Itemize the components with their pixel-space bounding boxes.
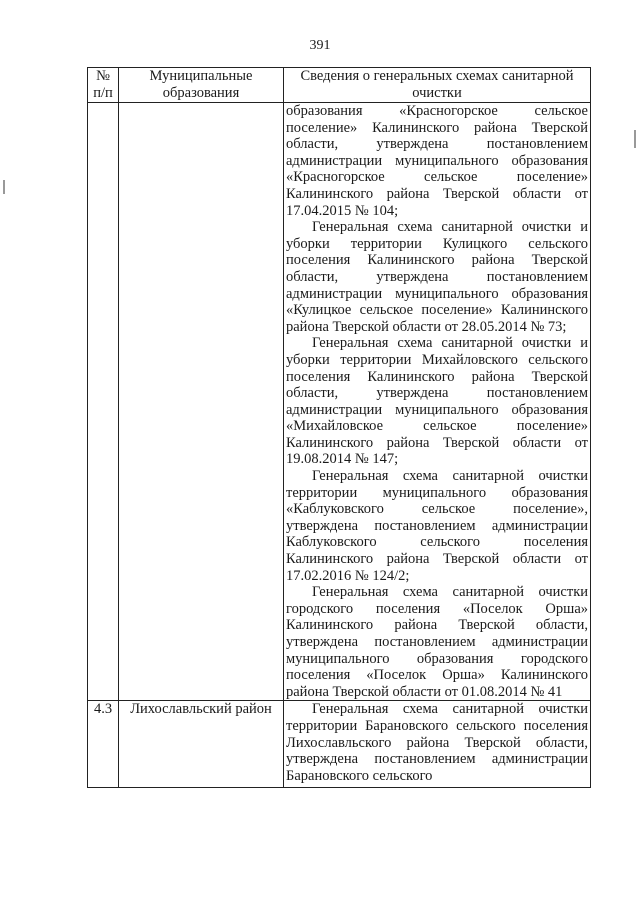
header-num: № п/п (88, 68, 119, 103)
scheme-paragraph: Генеральная схема санитарной очистки территории Барановского сельского поселения Лихославльского района Тверской области, утверждена постановлением администрации Барановского сельского (286, 701, 588, 784)
scheme-paragraph: Генеральная схема санитарной очистки городского поселения «Поселок Орша» Калининского района Тверской области, утверждена постановлением администрации муниципального образования городского поселения «Поселок Орша» Калининского района Тверской области от 01.08.2014 № 41 (286, 584, 588, 700)
scheme-paragraph: образования «Красногорское сельское поселение» Калининского района Тверской области, утверждена постановлением администрации муниципального образования «Красногорское сельское поселение» Калининского района Тверской области от 17.04.2015 № 104; (286, 103, 588, 219)
table-header-row (88, 68, 591, 103)
scan-mark-left (3, 180, 5, 194)
row2-municipality: Лихославльский район (119, 701, 284, 788)
page-number: 391 (309, 38, 331, 53)
row1-municipality (119, 103, 284, 701)
table-row (88, 701, 591, 788)
row2-info (284, 701, 591, 788)
row2-num: 4.3 (88, 701, 119, 788)
header-municipality: Муниципальные образования (119, 68, 284, 103)
scheme-paragraph: Генеральная схема санитарной очистки и уборки территории Кулицкого сельского поселения Калининского района Тверской области, утверждена постановлением администрации муниципального образования «Кулицкое сельское поселение» Калининского района Тверской области от 28.05.2014 № 73; (286, 219, 588, 335)
row1-info (284, 103, 591, 701)
row1-num (88, 103, 119, 701)
sanitary-schemes-table (87, 67, 591, 788)
scheme-paragraph: Генеральная схема санитарной очистки территории муниципального образования «Каблуковского сельское поселение», утверждена постановлением администрации Каблуковского сельского поселения Калининского района Тверской области от 17.02.2016 № 124/2; (286, 468, 588, 584)
scheme-paragraph: Генеральная схема санитарной очистки и уборки территории Михайловского сельского поселения Калининского района Тверской области, утверждена постановлением администрации муниципального образования «Михайловское сельское поселение» Калининского района Тверской области от 19.08.2014 № 147; (286, 335, 588, 468)
scan-mark-right (634, 130, 636, 148)
header-info: Сведения о генеральных схемах санитарной очистки (284, 68, 591, 103)
table-row (88, 103, 591, 701)
